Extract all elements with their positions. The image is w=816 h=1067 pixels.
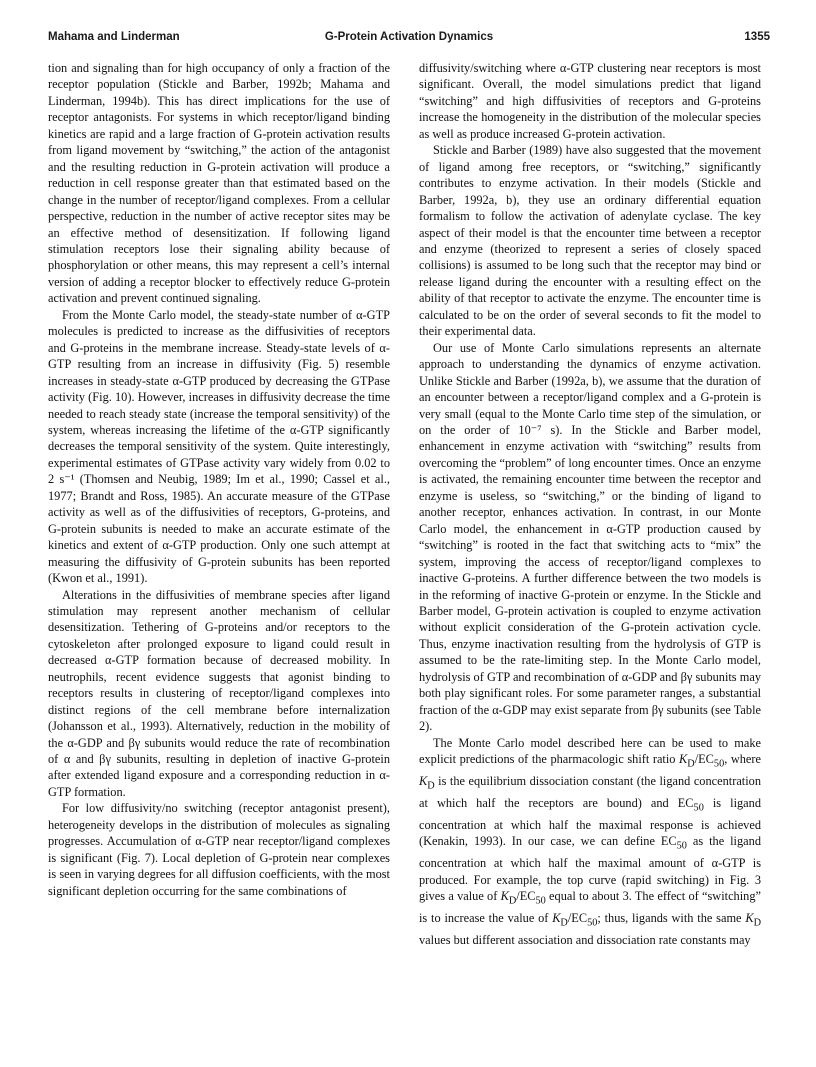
paragraph: tion and signaling than for high occupancy of only a fraction of the receptor population (Stickle and Barber, 1992b; Mahama and Linderman, 1994b). This has direct implications for the use of receptor antagonists. For systems in which receptor/ligand binding kinetics are rapid and a large fraction of G-protein activation results from ligand movement by “switching,” the action of the antagonist and the resulting reduction in G-protein activation will produce a reduction in cell response greater than that estimated based on the change in the number of receptor/ligand complexes. From a cellular perspective, reduction in the number of active receptor sites may be an effective method of desensitization. If following ligand stimulation receptors lose their signaling ability because of phosphorylation or other means, this may represent a cell’s internal version of adding a receptor blocker to effectively reduce G-protein activation and prevent continued signaling.	[48, 61, 390, 306]
paragraph: Alterations in the diffusivities of membrane species after ligand stimulation may represent another mechanism of cellular desensitization. Tethering of G-proteins and/or receptors to the cytoskeleton after prolonged exposure to ligand could result in decreased α-GTP formation because of decreased mobility. In neutrophils, recent evidence suggests that agonist binding to receptors results in clustering of receptor/ligand complexes into distinct regions of the cell membrane before internalization (Johansson et al., 1993). Alternatively, reduction in the mobility of the α-GDP and βγ subunits would reduce the rate of recombination of α and βγ subunits, resulting in depletion of inactive G-protein after extended ligand exposure and a corresponding reduction in α-GTP formation.	[48, 587, 390, 799]
paragraph: From the Monte Carlo model, the steady-state number of α-GTP molecules is predicted to increase as the diffusivities of receptors and G-proteins in the membrane increase. Steady-state levels of α-GTP resulting from an increase in diffusivity (Fig. 5) resemble increases in steady-state α-GTP produced by decreasing the GTPase activity (Fig. 10). However, increases in diffusivity decrease the time needed to reach steady state (increase the temporal sensitivity) of the system, whereas increasing the lifetime of the α-GTP significantly decreases the temporal sensitivity of the system. Quite interestingly, experimental estimates of GTPase activity vary widely from 0.02 to 2 s⁻¹ (Thomsen and Neubig, 1989; Im et al., 1990; Cassel et al., 1977; Brandt and Ross, 1985). An accurate measure of the GTPase activity as well as of the diffusivities of receptors, G-proteins, and G-protein subunits is needed to make an accurate estimate of the kinetics and extent of α-GTP production. Only one such attempt at measuring the diffusivity of G-protein subunits has been reported (Kwon et al., 1991).	[48, 307, 390, 586]
paragraph: Our use of Monte Carlo simulations represents an alternate approach to understanding the dynamics of enzyme activation. Unlike Stickle and Barber (1992a, b), we assume that the duration of an encounter between a receptor/ligand complex and a G-protein is very small (equal to the Monte Carlo time step of the simulation, or on the order of 10⁻⁷ s). In the Stickle and Barber model, enhancement in enzyme activation with “switching” results from overcoming the “problem” of long encounter times. Once an enzyme is activated, the remaining encounter time between the receptor and enzyme is useless, so “switching,” or the binding of ligand to another receptor, enhances activation. In contrast, in our Monte Carlo model, the enhancement in α-GTP production caused by “switching” is rooted in the fact that switching acts to “mix” the system, improving the access of receptor/ligand complexes to inactive G-proteins. A further difference between the two models is in the reforming of inactive G-protein or enzyme. In the Stickle and Barber model, G-protein activation is coupled to enzyme activation without explicit consideration of the G-protein activation cycle. Thus, enzyme inactivation resulting from the hydrolysis of GTP is assumed to be the rate-limiting step. In the Monte Carlo model, hydrolysis of GTP and recombination of α-GDP and βγ subunits may both play significant roles. For some parameter ranges, a substantial fraction of the α-GDP may exist separate from βγ subunits (see Table 2).	[419, 340, 761, 734]
header-title: G-Protein Activation Dynamics	[324, 31, 494, 43]
paragraph: Stickle and Barber (1989) have also suggested that the movement of ligand among free receptors, or “switching,” significantly contributes to enzyme activation. In their models (Stickle and Barber, 1992a, b), they use an ordinary differential equation formalism to follow the activation of adenylate cyclase. The key aspect of their model is that the encounter time between a receptor and enzyme (theorized to represent a series of closely spaced collisions) is assumed to be long such that the receptor may bind or release ligand during the encounter with a resulting effect on the ability of that receptor to activate the enzyme. The encounter time is calculated to be on the order of several seconds to fit the model to their experimental data.	[419, 143, 761, 339]
left-column	[48, 60, 390, 899]
paragraph: For low diffusivity/no switching (receptor antagonist present), heterogeneity develops in the distribution of molecules as signaling progresses. Accumulation of α-GTP near receptor/ligand complexes is significant (Fig. 7). Local depletion of G-protein near complexes is seen in varying degrees for all diffusion coefficients, with the most significant depletion occurring for the same combinations of	[48, 801, 390, 898]
paragraph: diffusivity/switching where α-GTP clustering near receptors is most significant. Overall, the model simulations predict that ligand “switching” and high diffusivities of receptors and G-proteins increase the homogeneity in the distribution of the molecular species as well as produce increased G-protein activation.	[419, 61, 761, 141]
right-column	[419, 60, 761, 948]
header-authors: Mahama and Linderman	[48, 31, 180, 43]
paragraph: The Monte Carlo model described here can be used to make explicit predictions of the pharmacologic shift ratio $K_D/EC_{50}$, where $K_D$ is the equilibrium dissociation constant (the ligand concentration at which half the receptors are bound) and $EC_{50}$ is ligand concentration at which half the maximal response is achieved (Kenakin, 1993). In our case, we can define $EC_{50}$ as the ligand concentration at which half the maximal amount of α-GTP is produced. For example, the top curve (rapid switching) in Fig. 3 gives a value of $K_D/EC_{50}$ equal to about 3. The effect of “switching” is to increase the value of $K_D/EC_{50}$; thus, ligands with the same $K_D$ values but different association and dissociation rate constants may	[419, 735, 761, 947]
page-number: 1355	[744, 31, 770, 43]
running-header	[48, 31, 770, 49]
